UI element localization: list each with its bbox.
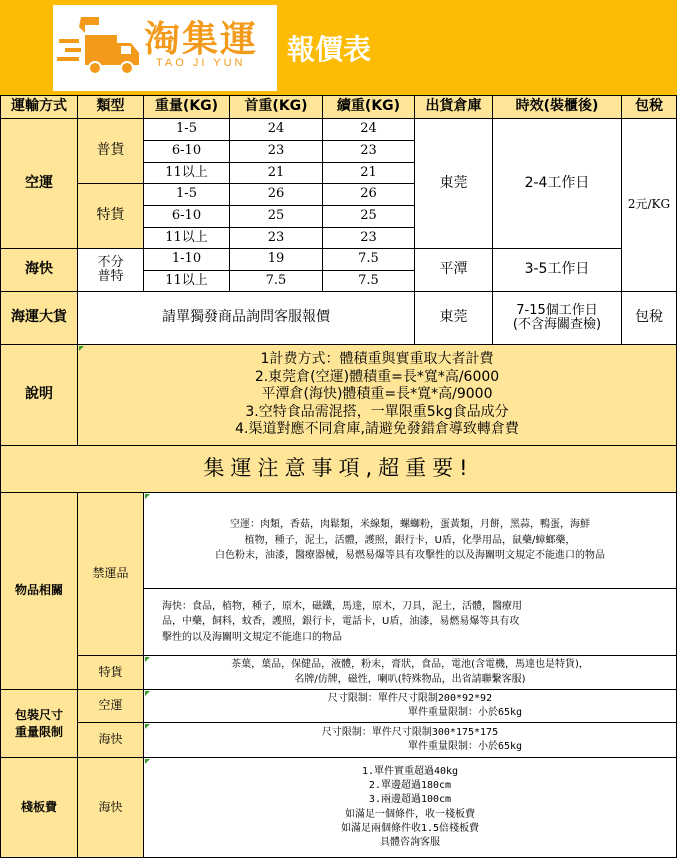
air-tax: 2元/KG: [622, 119, 677, 292]
sea-bulk-time: [493, 292, 622, 345]
col-header-type: 類型: [78, 95, 144, 119]
air-general-weight-1: 1-5: [144, 119, 230, 141]
col-header-tax: 包稅: [622, 95, 677, 119]
air-general-add-3: 21: [323, 163, 415, 184]
banned-sea-line-1: 海快：食品，植物，種子，原木，磁鐵，馬達，原木，刀具，泥土，活體，醫療用: [162, 600, 522, 612]
air-warehouse: 東莞: [415, 119, 493, 249]
packing-air-label: 空運: [78, 690, 144, 723]
pallet-content: [144, 758, 677, 858]
air-general-first-2: 23: [230, 141, 323, 163]
sea-fast-time: 3-5工作日: [493, 249, 622, 292]
air-special-first-2: 25: [230, 206, 323, 228]
col-header-first-weight: 首重(KG): [230, 95, 323, 119]
sea-fast-add-1: 7.5: [323, 249, 415, 271]
sea-fast-first-2: 7.5: [230, 271, 323, 292]
explain-line-1: 1計费方式：體積重與實重取大者計費: [260, 351, 494, 368]
packing-label-line2: 重量限制: [14, 724, 63, 739]
explain-line-3: 平潭倉(海快)體積重=長*寬*高/9000: [261, 386, 493, 403]
packing-air-size: 尺寸限制：單件尺寸限制200*92*92: [327, 693, 493, 704]
sea-fast-mode-label: 海快: [0, 249, 78, 292]
banned-air-line-2: 植物，種子，泥土，活體，護照，銀行卡，U盾，化學用品，鼠藥/蟑螂藥，: [244, 534, 576, 546]
col-header-time: 時效(裝櫃後): [493, 95, 622, 119]
air-special-weight-3: 11以上: [144, 228, 230, 249]
sea-bulk-mode-label: 海運大貨: [0, 292, 78, 345]
packing-sea-size: 尺寸限制：單件尺寸限制300*175*175: [321, 727, 499, 738]
sea-fast-weight-1: 1-10: [144, 249, 230, 271]
notice-title: 集運注意事項,超重要!: [0, 446, 677, 493]
special-goods: [144, 656, 677, 690]
pallet-line-6: 具體咨詢客服: [380, 836, 440, 848]
pallet-sub-label: 海快: [78, 758, 144, 858]
air-general-first-1: 24: [230, 119, 323, 141]
packing-air: [144, 690, 677, 723]
col-header-warehouse: 出貨倉庫: [415, 95, 493, 119]
explain-content: [78, 345, 677, 446]
pallet-line-3: 3.兩邊超過100cm: [368, 794, 452, 806]
air-general-weight-3: 11以上: [144, 163, 230, 184]
air-special-weight-2: 6-10: [144, 206, 230, 228]
air-special-add-2: 25: [323, 206, 415, 228]
pallet-line-4: 如滿足一個條件，收一棧板費: [345, 808, 475, 820]
air-special-first-1: 26: [230, 184, 323, 206]
explain-label: 說明: [0, 345, 78, 446]
sea-fast-weight-2: 11以上: [144, 271, 230, 292]
air-special-first-3: 23: [230, 228, 323, 249]
packing-label: [0, 690, 78, 758]
banned-sea-line-3: 擊性的以及海關明文規定不能進口的物品: [162, 631, 342, 643]
pallet-line-2: 2.單邊超過180cm: [368, 780, 452, 792]
special-line-2: 名牌/仿牌，磁性，喇叭(特殊物品，出省請聯繫客服): [294, 673, 526, 685]
header-banner: [0, 0, 677, 95]
banned-air-line-1: 空運：肉類，香菇，肉鬆類，米線類，螺螄粉，蛋黃類，月餅，黑蒜，鴨蛋，海鮮: [230, 519, 590, 531]
banned-air-line-3: 白色粉末，油漆，醫療器械，易燃易爆等具有攻擊性的以及海關明文規定不能進口的物品: [215, 550, 605, 562]
air-general-add-2: 23: [323, 141, 415, 163]
banned-sea-line-2: 品，中藥，飼料，蚊香，護照，銀行卡，電話卡，U盾，油漆，易燃易爆等具有攻: [162, 616, 520, 628]
sea-bulk-note: 請單獨發商品詢問客服報價: [78, 292, 415, 345]
packing-sea-label: 海快: [78, 723, 144, 758]
col-header-mode: 運輸方式: [0, 95, 78, 119]
explain-line-4: 3.空特食品需混搭，一單限重5kg食品成分: [245, 403, 509, 420]
packing-label-line1: 包裝尺寸: [14, 707, 63, 722]
pallet-label: 棧板費: [0, 758, 78, 858]
sea-fast-warehouse: 平潭: [415, 249, 493, 292]
sea-fast-type: [78, 249, 144, 292]
explain-line-2: 2.東莞倉(空運)體積重=長*寬*高/6000: [254, 368, 500, 385]
banned-air: [144, 493, 677, 589]
logo: [53, 5, 277, 91]
air-general-weight-2: 6-10: [144, 141, 230, 163]
packing-sea-weight: 單件重量限制：小於65kg: [407, 741, 523, 752]
special-line-1: 茶葉，葉品，保健品，液體，粉末，膏狀，食品，電池(含電機，馬達也是特貨)，: [231, 659, 589, 670]
page-title: 報價表: [287, 33, 372, 66]
explain-line-5: 4.渠道對應不同倉庫,請避免發錯倉導致轉倉費: [235, 421, 519, 438]
air-special-add-1: 26: [323, 184, 415, 206]
sea-bulk-time-line2: (不含海關查檢): [512, 317, 602, 332]
col-header-additional-weight: 續重(KG): [323, 95, 415, 119]
brand-name-en: TAO JI YUN: [156, 57, 246, 69]
sea-fast-type-line1: 不分: [97, 254, 124, 270]
banned-sea: [144, 589, 677, 656]
col-header-weight: 重量(KG): [144, 95, 230, 119]
sea-bulk-tax: 包稅: [622, 292, 677, 345]
sea-fast-first-1: 19: [230, 249, 323, 271]
delivery-truck-icon: [55, 13, 145, 83]
air-time: 2-4工作日: [493, 119, 622, 249]
sea-bulk-warehouse: 東莞: [415, 292, 493, 345]
brand-name: 淘集運: [144, 19, 259, 60]
air-general-type: 普貨: [78, 119, 144, 184]
air-special-add-3: 23: [323, 228, 415, 249]
packing-sea: [144, 723, 677, 758]
sea-fast-type-line2: 普特: [97, 269, 124, 284]
air-general-add-1: 24: [323, 119, 415, 141]
pallet-line-1: 1.單件實重超過40kg: [361, 765, 459, 777]
pallet-line-5: 如滿足兩個條件收1.5倍棧板費: [340, 822, 480, 834]
air-special-type: 特貨: [78, 184, 144, 249]
air-general-first-3: 21: [230, 163, 323, 184]
sea-fast-add-2: 7.5: [323, 271, 415, 292]
goods-label: 物品相關: [0, 493, 78, 690]
packing-air-weight: 單件重量限制：小於65kg: [407, 707, 523, 718]
special-label: 特貨: [78, 656, 144, 690]
air-special-weight-1: 1-5: [144, 184, 230, 206]
banned-label: 禁運品: [78, 493, 144, 656]
sea-bulk-time-line1: 7-15個工作日: [516, 302, 598, 318]
air-mode-label: 空運: [0, 119, 78, 249]
